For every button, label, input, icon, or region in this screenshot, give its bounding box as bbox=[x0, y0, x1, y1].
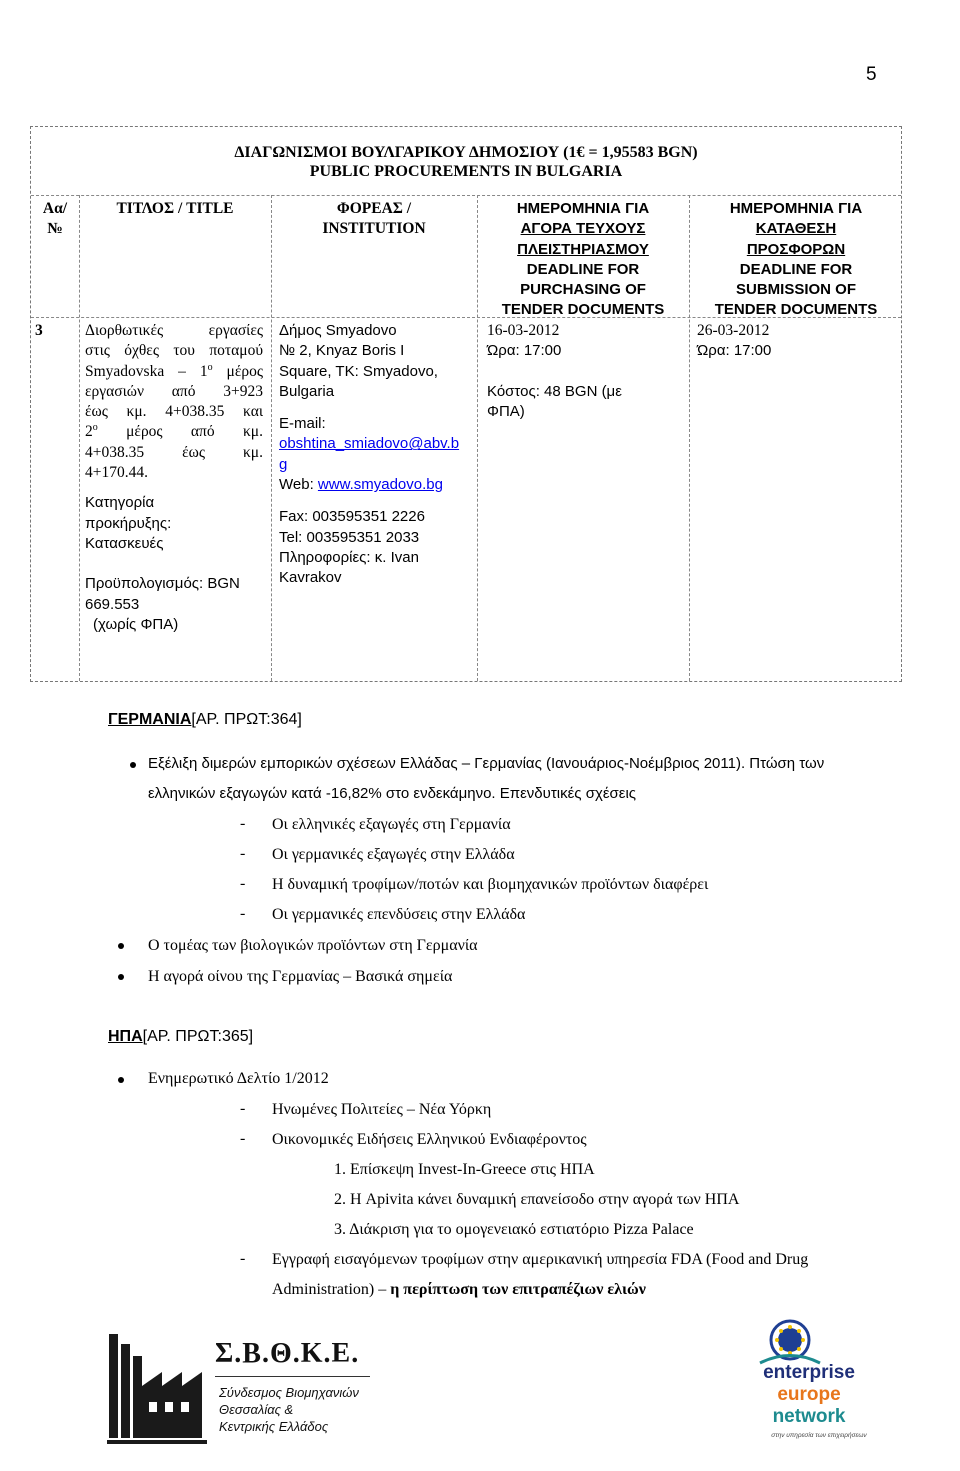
title-l1: Διορθωτικές εργασίες bbox=[85, 322, 263, 339]
web-link[interactable]: www.smyadovo.bg bbox=[317, 476, 443, 494]
title-l6: $2^o$ μέρος από κμ. bbox=[85, 422, 263, 441]
usa-dash-1: Ηνωμένες Πολιτείες – Νέα Υόρκη bbox=[272, 1101, 492, 1118]
email-link-cont[interactable]: g bbox=[279, 455, 288, 473]
usa-item-1: 1. Επίσκεψη Invest-In-Greece στις ΗΠΑ bbox=[334, 1161, 595, 1178]
title-l3: Smyadovska – $1^o$ μέρος bbox=[85, 361, 263, 380]
sbthke-logo bbox=[107, 1322, 375, 1452]
germany-bullet-1-l1: Εξέλιξη διμερών εμπορικών σχέσεων Ελλάδας – Γερμανίας (Ιανουάριος-Νοέμβριος 2011). Πτώση των bbox=[148, 755, 825, 772]
enterprise-europe-network-logo bbox=[720, 1318, 884, 1446]
een-tagline: στην υπηρεσία των επιχειρήσεων bbox=[771, 1432, 867, 1439]
hp-l2: ΑΓΟΡΑ ΤΕΥΧΟΥΣ bbox=[520, 220, 646, 238]
title-l8: 4+170.44. bbox=[85, 464, 148, 482]
header-title: ΤΙΤΛΟΣ / TITLE bbox=[116, 200, 234, 217]
info-l2: Kavrakov bbox=[279, 569, 342, 587]
germany-bullet-1-l2: ελληνικών εξαγωγών κατά -16,82% στο ενδεκάμηνο. Επενδυτικές σχέσεις bbox=[148, 785, 637, 802]
inst-l3: Square, TK: Smyadovo, bbox=[279, 362, 438, 380]
germany-bullet-2: Ο τομέας των βιολογικών προϊόντων στη Γερμανία bbox=[148, 937, 478, 954]
usa-dash-2: Οικονομικές Ειδήσεις Ελληνικού Ενδιαφέροντος bbox=[272, 1131, 587, 1148]
row-title bbox=[85, 321, 263, 635]
hs-l2: ΚΑΤΑΘΕΣΗ bbox=[755, 220, 837, 238]
usa-item-3: 3. Διάκριση για το ομογενειακό εστιατόριο Pizza Palace bbox=[334, 1221, 694, 1238]
germany-dash-1: Οι ελληνικές εξαγωγές στη Γερμανία bbox=[272, 816, 511, 833]
budget-l3: (χωρίς ΦΠΑ) bbox=[93, 615, 179, 633]
hs-l1: ΗΜΕΡΟΜΗΝΙΑ ΓΙΑ bbox=[729, 200, 863, 217]
web-line: Web: www.smyadovo.bg bbox=[279, 476, 443, 494]
hs-l5: SUBMISSION OF bbox=[735, 281, 856, 299]
row-submission-deadline bbox=[697, 321, 897, 362]
header-institution bbox=[273, 199, 475, 240]
hs-l6: TENDER DOCUMENTS bbox=[714, 301, 878, 319]
germany-dash-4: Οι γερμανικές επενδύσεις στην Ελλάδα bbox=[272, 906, 526, 923]
hp-l1: ΗΜΕΡΟΜΗΝΙΑ ΓΙΑ bbox=[516, 200, 650, 217]
title-l5: έως κμ. 4+038.35 και bbox=[85, 403, 263, 421]
een-wordmark: enterprise europe network bbox=[763, 1362, 855, 1427]
hs-l4: DEADLINE FOR bbox=[739, 260, 853, 278]
header-number bbox=[33, 199, 77, 240]
info-l1: Πληροφορίες: κ. Ivan bbox=[279, 548, 419, 566]
section-usa-title: ΗΠΑ[ΑΡ. ΠΡΩΤ:365] bbox=[108, 1028, 254, 1045]
germany-bullet-3: Η αγορά οίνου της Γερμανίας – Βασικά σημεία bbox=[148, 968, 453, 985]
row-purchase-deadline bbox=[487, 321, 685, 422]
cost-l1: Κόστος: 48 BGN (με bbox=[487, 382, 622, 400]
hp-l3: ΠΛΕΙΣΤΗΡΙΑΣΜΟΥ bbox=[517, 240, 649, 258]
usa-dash-3-l2: Administration) – η περίπτωση των επιτραπέζιων ελιών bbox=[272, 1281, 646, 1298]
category-l2: προκήρυξης: bbox=[85, 514, 172, 532]
submission-date: 26-03-2012 bbox=[697, 322, 770, 339]
row-number: 3 bbox=[35, 322, 43, 339]
hp-l4: DEADLINE FOR bbox=[526, 260, 640, 278]
submission-time: Ώρα: 17:00 bbox=[697, 342, 772, 360]
header-purchase-deadline bbox=[479, 199, 687, 321]
title-l2: στις όχθες του ποταμού bbox=[85, 342, 263, 360]
category-l1: Κατηγορία bbox=[85, 494, 155, 512]
table-title-greek: ΔΙΑΓΩΝΙΣΜΟΙ ΒΟΥΛΓΑΡΙΚΟΥ ΔΗΜΟΣΙΟΥ (1€ = 1,95583 BGN) bbox=[234, 144, 698, 161]
purchase-date: 16-03-2012 bbox=[487, 322, 560, 339]
row-institution bbox=[279, 321, 475, 589]
purchase-time: Ώρα: 17:00 bbox=[487, 342, 562, 360]
germany-dash-2: Οι γερμανικές εξαγωγές στην Ελλάδα bbox=[272, 846, 515, 863]
inst-l2: № 2, Knyaz Boris I bbox=[279, 342, 405, 360]
inst-l1: Δήμος Smyadovo bbox=[279, 322, 397, 339]
section-germany-title: ΓΕΡΜΑΝΙΑ[ΑΡ. ΠΡΩΤ:364] bbox=[108, 711, 302, 728]
sbthke-name: Σ.Β.Θ.Κ.Ε. bbox=[215, 1338, 360, 1369]
table-title-english: PUBLIC PROCUREMENTS IN BULGARIA bbox=[309, 163, 623, 180]
usa-item-2: 2. Η Apivita κάνει δυναμική επανείσοδο στην αγορά των ΗΠΑ bbox=[334, 1191, 740, 1208]
budget-l2: 669.553 bbox=[85, 595, 140, 613]
header-number-l2: № bbox=[47, 220, 63, 238]
tel: Tel: 003595351 2033 bbox=[279, 528, 420, 546]
sbthke-subtitle: Σύνδεσμος Βιομηχανιών Θεσσαλίας & Κεντρικής Ελλάδος bbox=[219, 1385, 359, 1434]
header-institution-l2: INSTITUTION bbox=[322, 220, 426, 238]
header-submission-deadline bbox=[691, 199, 901, 321]
cost-l2: ΦΠΑ) bbox=[487, 402, 525, 420]
hp-l6: TENDER DOCUMENTS bbox=[501, 301, 665, 319]
hp-l5: PURCHASING OF bbox=[520, 281, 646, 299]
budget-l1: Προϋπολογισμός: BGN bbox=[85, 575, 240, 593]
header-number-l1: Αα/ bbox=[42, 200, 68, 217]
inst-l4: Bulgaria bbox=[279, 382, 335, 400]
header-institution-l1: ΦΟΡΕΑΣ / bbox=[336, 200, 412, 217]
title-l7: 4+038.35 έως κμ. bbox=[85, 443, 263, 461]
category-l3: Κατασκευές bbox=[85, 534, 164, 552]
email-label: E-mail: bbox=[279, 415, 326, 433]
fax: Fax: 003595351 2226 bbox=[279, 508, 425, 526]
table-caption bbox=[31, 143, 901, 181]
procurement-table bbox=[30, 126, 902, 682]
usa-dash-3-l1: Εγγραφή εισαγόμενων τροφίμων στην αμερικανική υπηρεσία FDA (Food and Drug bbox=[272, 1251, 809, 1268]
email-link[interactable]: obshtina_smiadovo@abv.b bbox=[279, 435, 460, 453]
germany-dash-3: Η δυναμική τροφίμων/ποτών και βιομηχανικών προϊόντων διαφέρει bbox=[272, 876, 709, 893]
hs-l3: ΠΡΟΣΦΟΡΩΝ bbox=[746, 240, 846, 258]
page-number: 5 bbox=[866, 64, 877, 85]
usa-bullet-1: Ενημερωτικό Δελτίο 1/2012 bbox=[148, 1070, 329, 1087]
title-l4: εργασιών από 3+923 bbox=[85, 382, 263, 400]
